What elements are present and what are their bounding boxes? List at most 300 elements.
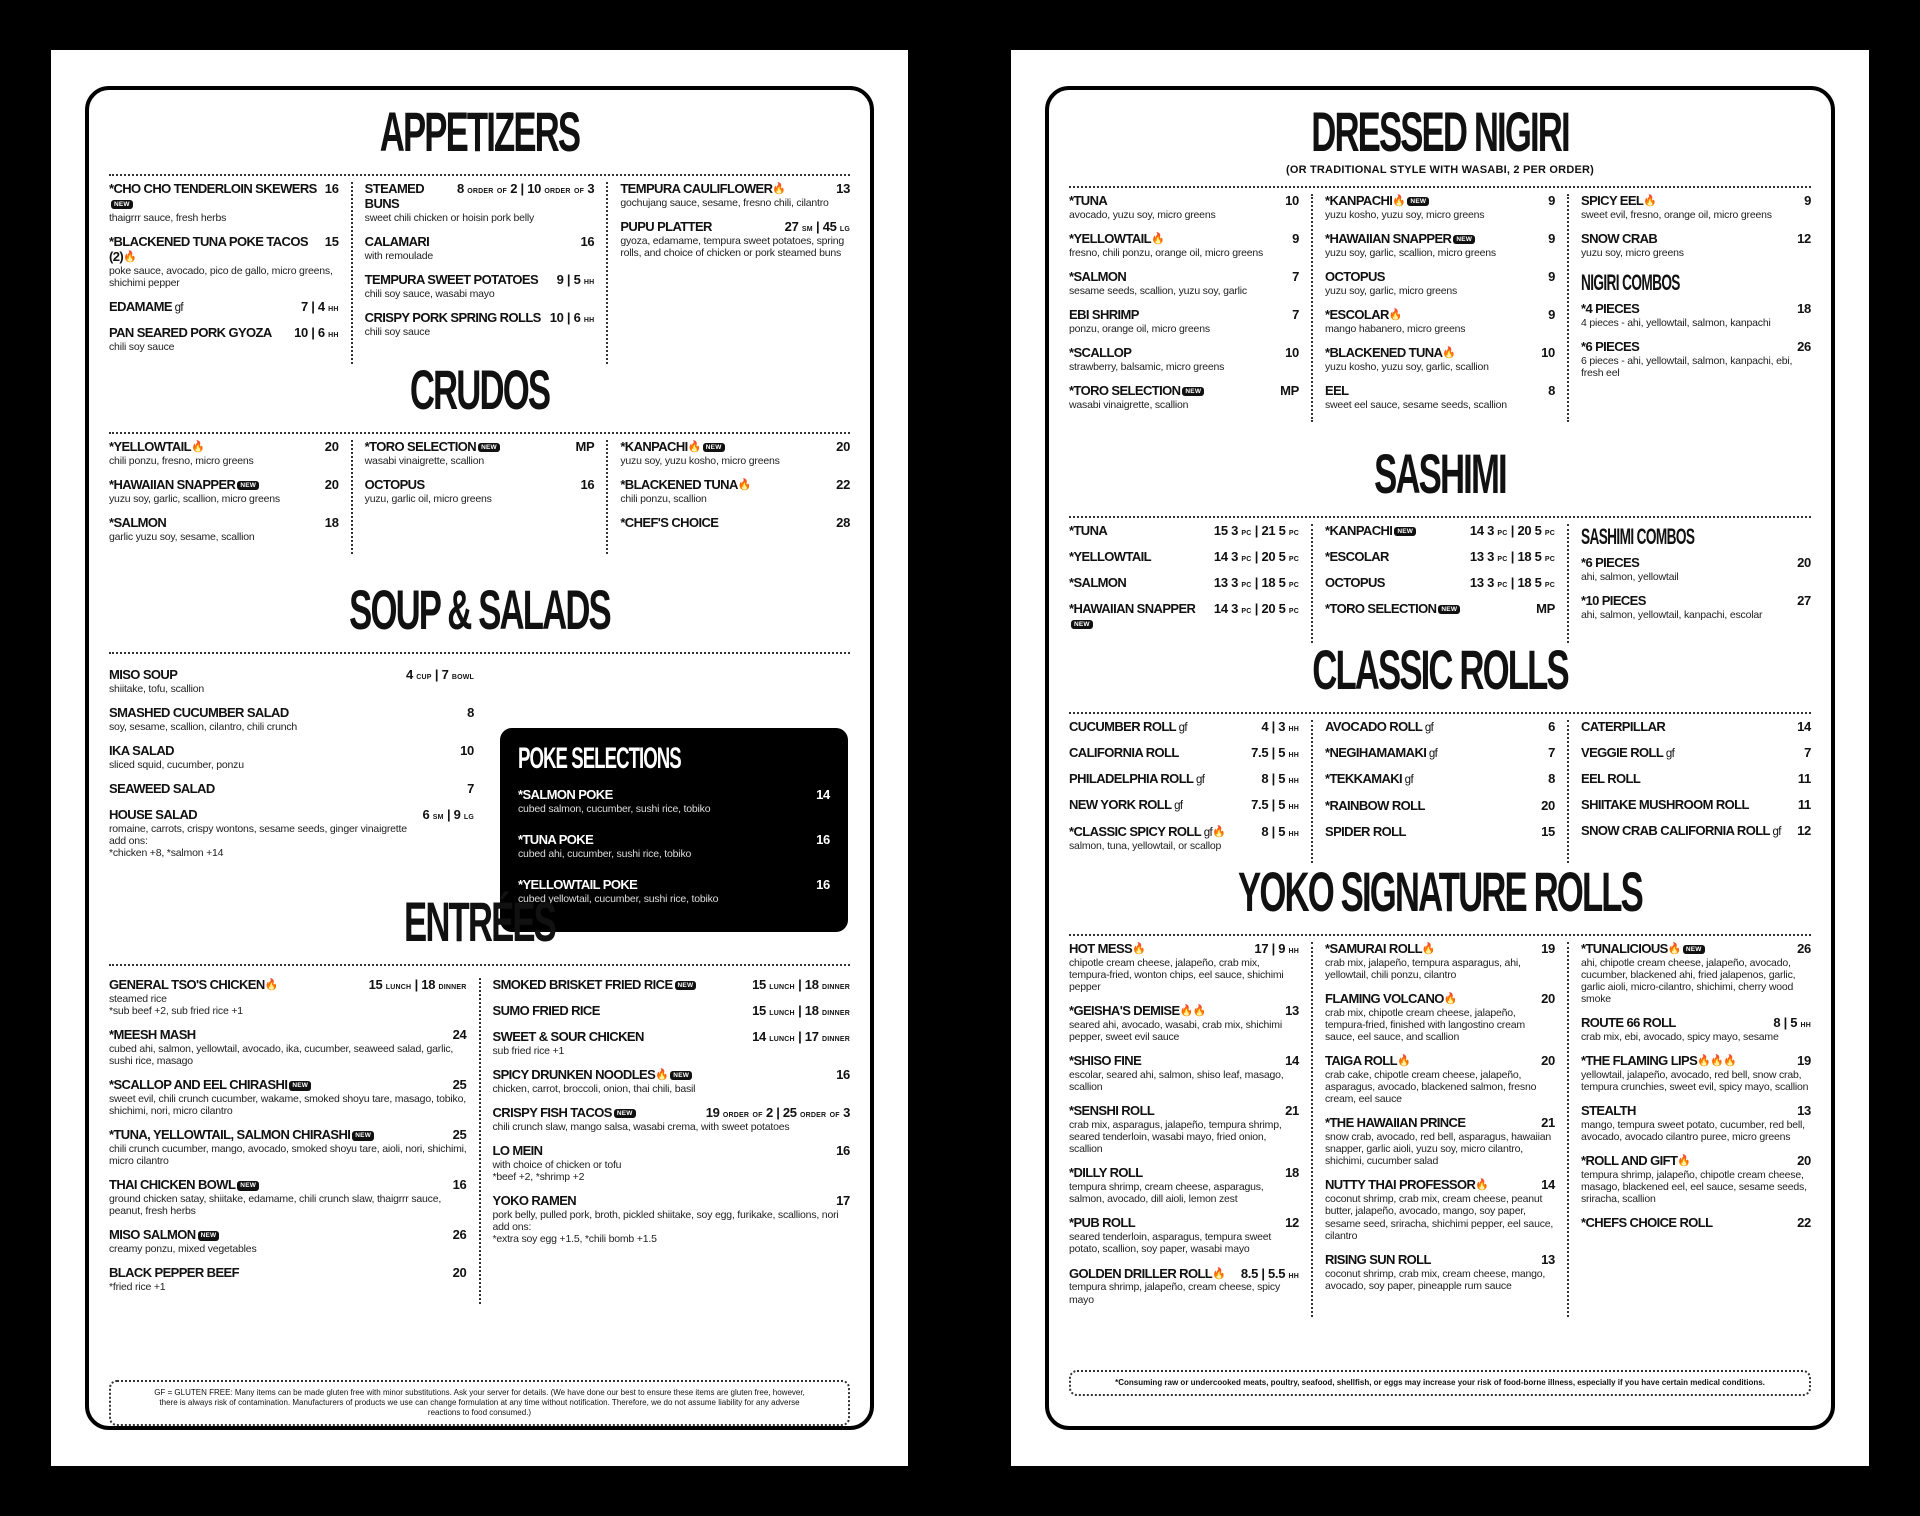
item-description: creamy ponzu, mixed vegetables bbox=[109, 1243, 257, 1256]
item-name: THAI CHICKEN BOWL NEW bbox=[109, 1178, 259, 1193]
menu-item bbox=[1325, 772, 1555, 787]
item-description: ground chicken satay, shiitake, edamame, chili crunch slaw, thaigrrr sauce, peanut, fresh herbs bbox=[109, 1193, 442, 1218]
item-price: MP bbox=[1536, 600, 1555, 616]
fire-icon: 🔥 bbox=[190, 441, 205, 453]
item-name: HOT MESS🔥 bbox=[1069, 941, 1146, 956]
item-description: steamed rice *sub beef +2, sub fried rice +1 bbox=[109, 992, 243, 1017]
item-price: 13 bbox=[1285, 1003, 1299, 1019]
item-name: *BLACKENED TUNA🔥 bbox=[1325, 345, 1456, 360]
menu-item bbox=[1069, 798, 1299, 813]
item-price: 24 bbox=[452, 1027, 467, 1043]
menu-item bbox=[1325, 942, 1555, 981]
item-name: *SALMON POKE bbox=[518, 787, 613, 802]
item-description: ahi, salmon, yellowtail bbox=[1581, 570, 1679, 583]
new-badge: NEW bbox=[352, 1131, 374, 1140]
item-price: 15 LUNCH | 18 DINNER bbox=[752, 977, 850, 992]
item-name: EEL bbox=[1325, 383, 1349, 398]
menu-item bbox=[1581, 556, 1811, 583]
item-name: SPICY EEL🔥 bbox=[1581, 193, 1657, 208]
item-price: 7.5 | 5 HH bbox=[1251, 797, 1299, 813]
item-name: SMASHED CUCUMBER SALAD bbox=[109, 705, 289, 720]
fire-icon: 🔥 bbox=[1667, 943, 1681, 955]
item-description: yuzu soy, garlic, micro greens bbox=[1325, 284, 1458, 297]
menu-item bbox=[1581, 942, 1811, 1005]
item-price: 15 LUNCH | 18 DINNER bbox=[752, 1002, 850, 1018]
menu-item bbox=[1325, 308, 1555, 335]
menu-item bbox=[1581, 594, 1811, 621]
item-description: mango, tempura sweet potato, cucumber, red bell, avocado, avocado cilantro puree, micro greens bbox=[1581, 1119, 1805, 1144]
poke-title: POKE SELECTIONS bbox=[518, 742, 681, 775]
item-name: *DILLY ROLL bbox=[1069, 1165, 1143, 1181]
new-badge: NEW bbox=[1394, 527, 1416, 536]
item-price: 20 bbox=[1541, 991, 1555, 1007]
item-name: *KANPACHI🔥 NEW bbox=[1325, 194, 1429, 209]
item-name: *TUNA POKE bbox=[518, 832, 594, 847]
item-name: TAIGA ROLL🔥 bbox=[1325, 1053, 1411, 1069]
item-price: 26 bbox=[1797, 941, 1811, 956]
item-description: 4 pieces - ahi, yellowtail, salmon, kanpachi bbox=[1581, 316, 1771, 329]
fire-icon: 🔥 bbox=[1212, 1267, 1226, 1280]
menu-column bbox=[1311, 720, 1567, 863]
item-name: *YELLOWTAIL🔥 bbox=[1069, 231, 1165, 246]
menu-item bbox=[1581, 1154, 1811, 1205]
item-description: sliced squid, cucumber, ponzu bbox=[109, 758, 244, 771]
menu-column bbox=[479, 978, 851, 1304]
menu-column bbox=[109, 978, 479, 1304]
menu-item bbox=[109, 235, 339, 289]
item-name: CALAMARI bbox=[364, 233, 430, 249]
item-name: STEALTH bbox=[1581, 1103, 1636, 1119]
menu-item bbox=[1069, 942, 1299, 993]
new-badge: NEW bbox=[1182, 387, 1204, 396]
item-price: 19 bbox=[1797, 1053, 1811, 1069]
item-price: 10 | 6 HH bbox=[549, 309, 595, 325]
item-price: 6 SM | 9 LG bbox=[422, 806, 474, 822]
item-description: coconut shrimp, crab mix, cream cheese, peanut butter, jalapeño, avocado, mango, soy paper, sesame seed, sriracha, shichimi pepper, eel sauce, cilantro bbox=[1325, 1193, 1554, 1242]
menu-item bbox=[1325, 992, 1555, 1043]
menu-item bbox=[620, 220, 850, 259]
menu-column bbox=[351, 182, 607, 364]
section-subtitle: (OR TRADITIONAL STYLE WITH WASABI, 2 PER ORDER) bbox=[1285, 164, 1595, 176]
menu-item bbox=[1069, 384, 1299, 411]
fire-icon: 🔥 bbox=[687, 441, 701, 453]
item-name: *6 PIECES bbox=[1581, 555, 1640, 570]
item-description: yellowtail, jalapeño, avocado, red bell, snow crab, tempura crunchies, sweet evil, spicy mayo, scallion bbox=[1581, 1069, 1809, 1094]
gluten-free-marker: gf bbox=[1402, 774, 1414, 787]
menu-item bbox=[109, 1228, 467, 1255]
item-name: *SALMON bbox=[1069, 269, 1127, 284]
item-name: *CLASSIC SPICY ROLL gf🔥 bbox=[1069, 823, 1226, 839]
gluten-free-marker: gf bbox=[1769, 826, 1781, 839]
sashimi-section bbox=[1069, 442, 1811, 643]
section-title: CRUDOS bbox=[409, 358, 550, 421]
new-badge: NEW bbox=[111, 200, 133, 209]
right-menu-frame bbox=[1045, 86, 1835, 1430]
item-price: 14 bbox=[1285, 1053, 1299, 1069]
item-description: ahi, chipotle cream cheese, jalapeño, avocado, cucumber, blackened ahi, fried jalapenos, garlic, garlic aioli, micro-cilantro, shichimi, cherry wood smoke bbox=[1581, 956, 1796, 1006]
item-price: 8 | 5 HH bbox=[1773, 1015, 1811, 1031]
item-price: 18 bbox=[1797, 301, 1811, 316]
menu-item bbox=[1069, 746, 1299, 761]
item-price: 18 bbox=[1285, 1165, 1299, 1181]
item-price: 14 3 PC | 20 5 PC bbox=[1213, 548, 1299, 564]
item-name: *YELLOWTAIL🔥 bbox=[109, 439, 205, 454]
item-price: 7 bbox=[1292, 269, 1299, 284]
new-badge: NEW bbox=[198, 1231, 220, 1240]
menu-column bbox=[1069, 720, 1311, 863]
menu-column bbox=[1069, 194, 1311, 422]
section-title: CLASSIC ROLLS bbox=[1312, 638, 1568, 701]
item-price: 14 bbox=[816, 787, 830, 802]
fire-icon: 🔥 bbox=[1397, 1055, 1411, 1068]
menu-item bbox=[518, 788, 830, 815]
item-price: 27 SM | 45 LG bbox=[784, 219, 851, 234]
item-name: *RAINBOW ROLL bbox=[1325, 797, 1425, 813]
menu-column bbox=[1567, 942, 1811, 1317]
fire-icon: 🔥 bbox=[1643, 195, 1657, 207]
item-price: 15 LUNCH | 18 DINNER bbox=[368, 977, 467, 992]
fire-icon: 🔥 bbox=[772, 183, 786, 195]
item-price: 19 bbox=[1541, 941, 1555, 956]
item-description: pork belly, pulled pork, broth, pickled shiitake, soy egg, furikake, scallions, nori add ons: *extra soy egg +1.5, *chili bomb +1.5 bbox=[492, 1208, 839, 1245]
item-price: 8 | 5 HH bbox=[1261, 823, 1299, 839]
menu-item bbox=[1069, 308, 1299, 335]
item-description: ahi, salmon, yellowtail, kanpachi, escolar bbox=[1581, 608, 1763, 621]
item-description: cubed yellowtail, cucumber, sushi rice, tobiko bbox=[518, 892, 719, 905]
item-name: MISO SALMON NEW bbox=[109, 1228, 219, 1243]
item-name: *TORO SELECTION NEW bbox=[1069, 384, 1204, 399]
item-price: 28 bbox=[836, 515, 851, 530]
item-name: *SCALLOP AND EEL CHIRASHI NEW bbox=[109, 1078, 311, 1093]
item-name: AVOCADO ROLL gf bbox=[1325, 719, 1434, 734]
item-description: chili soy sauce, wasabi mayo bbox=[364, 287, 495, 300]
item-price: 12 bbox=[1797, 823, 1811, 839]
fire-icon: 🔥 bbox=[1443, 993, 1457, 1006]
item-name: *KANPACHI🔥 NEW bbox=[620, 440, 724, 455]
menu-item bbox=[109, 326, 339, 353]
item-name: *TUNA bbox=[1069, 193, 1108, 208]
entrees-section bbox=[109, 890, 850, 1304]
fire-icon: 🔥 bbox=[737, 479, 751, 491]
item-name: EEL ROLL bbox=[1581, 771, 1641, 787]
item-price: 9 | 5 HH bbox=[556, 271, 595, 287]
item-price: 9 bbox=[1548, 193, 1555, 208]
menu-item bbox=[1069, 524, 1299, 539]
menu-column bbox=[1069, 524, 1311, 643]
item-price: 15 bbox=[324, 233, 339, 249]
item-description: chili ponzu, fresno, micro greens bbox=[109, 454, 254, 467]
fire-icon: 🔥🔥🔥 bbox=[1697, 1055, 1737, 1068]
fire-icon: 🔥 bbox=[1442, 347, 1456, 359]
item-description: snow crab, avocado, red bell, asparagus, hawaiian snapper, garlic aioli, yuzu soy, micro cilantro, shichimi, cucumber salad bbox=[1325, 1131, 1552, 1168]
item-description: avocado, yuzu soy, micro greens bbox=[1069, 208, 1216, 221]
fire-icon: 🔥 bbox=[655, 1068, 669, 1081]
new-badge: NEW bbox=[1453, 235, 1475, 244]
menu-item bbox=[109, 1078, 467, 1117]
item-price: 25 bbox=[452, 1127, 467, 1143]
item-description: strawberry, balsamic, micro greens bbox=[1069, 360, 1225, 373]
item-description: sub fried rice +1 bbox=[492, 1044, 565, 1057]
item-price: 8.5 | 5.5 HH bbox=[1240, 1265, 1299, 1281]
classic-rolls-section bbox=[1069, 638, 1811, 863]
item-price: 8 ORDER OF 2 | 10 ORDER OF 3 bbox=[457, 181, 595, 196]
item-price: 16 bbox=[836, 1066, 850, 1082]
item-price: 14 3 PC | 20 5 PC bbox=[1213, 600, 1299, 616]
menu-item bbox=[109, 808, 474, 859]
gluten-free-note: GF = GLUTEN FREE: Many items can be made gluten free with minor substitutions. Ask your server for details. (We have done our best to ensure these items are gluten free, however, there is always risk of contamination. Manufacturers of products we use can change formulation at any time without notification. Therefore, we do not assume liability for any adverse reactions to food consumed.) bbox=[109, 1380, 850, 1426]
section-title: SOUP & SALADS bbox=[349, 578, 610, 641]
menu-item bbox=[365, 440, 595, 467]
right-menu-page bbox=[1011, 50, 1869, 1466]
section-title: APPETIZERS bbox=[379, 100, 580, 163]
menu-item bbox=[1581, 1054, 1811, 1093]
item-description: gyoza, edamame, tempura sweet potatoes, spring rolls, and choice of chicken or pork steamed buns bbox=[620, 234, 845, 259]
item-description: ponzu, orange oil, micro greens bbox=[1069, 322, 1210, 335]
item-name: EBI SHRIMP bbox=[1069, 307, 1139, 322]
menu-item bbox=[1069, 772, 1299, 787]
item-name: *BLACKENED TUNA POKE TACOS (2)🔥 bbox=[109, 233, 308, 264]
menu-item bbox=[1325, 799, 1555, 814]
item-name: *TEKKAMAKI gf bbox=[1325, 771, 1414, 787]
item-price: 13 bbox=[836, 181, 851, 196]
item-price: 11 bbox=[1797, 797, 1811, 813]
menu-item bbox=[1069, 232, 1299, 259]
menu-item bbox=[1069, 720, 1299, 735]
menu-item bbox=[1581, 1216, 1811, 1231]
menu-item bbox=[1069, 576, 1299, 591]
item-description: yuzu kosho, yuzu soy, garlic, scallion bbox=[1325, 360, 1489, 373]
item-name: *4 PIECES bbox=[1581, 301, 1640, 316]
menu-item bbox=[1581, 824, 1811, 839]
menu-item bbox=[620, 440, 850, 467]
item-price: MP bbox=[1280, 383, 1299, 398]
item-description: chili crunch cucumber, mango, avocado, smoked shoyu tare, aioli, nori, shichimi, micro cilantro bbox=[109, 1143, 467, 1168]
menu-item bbox=[109, 706, 474, 733]
item-price: 11 bbox=[1797, 771, 1811, 787]
item-name: *CHEFS CHOICE ROLL bbox=[1581, 1215, 1713, 1231]
menu-item bbox=[365, 273, 595, 300]
item-name: *BLACKENED TUNA🔥 bbox=[620, 477, 751, 492]
item-price: 27 bbox=[1797, 593, 1811, 608]
menu-item bbox=[109, 516, 339, 543]
item-description: with choice of chicken or tofu *beef +2, *shrimp +2 bbox=[492, 1158, 622, 1183]
menu-item bbox=[1069, 550, 1299, 565]
crudos-section bbox=[109, 358, 850, 554]
item-price: 4 CUP | 7 BOWL bbox=[405, 667, 474, 682]
menu-item bbox=[1581, 772, 1811, 787]
item-name: TEMPURA CAULIFLOWER🔥 bbox=[620, 181, 786, 196]
new-badge: NEW bbox=[1407, 197, 1429, 206]
menu-item bbox=[1325, 270, 1555, 297]
item-price: 20 bbox=[324, 477, 339, 492]
combos-title: NIGIRI COMBOS bbox=[1581, 270, 1680, 295]
item-name: SWEET & SOUR CHICKEN bbox=[492, 1028, 644, 1044]
menu-item bbox=[109, 744, 474, 771]
item-price: 10 bbox=[1285, 193, 1299, 208]
item-name: *CHEF'S CHOICE bbox=[620, 515, 719, 530]
item-description: *fried rice +1 bbox=[109, 1281, 166, 1294]
item-name: *SENSHI ROLL bbox=[1069, 1103, 1155, 1119]
menu-item bbox=[1069, 1054, 1299, 1093]
appetizers-section bbox=[109, 100, 850, 364]
item-price: 9 bbox=[1548, 307, 1555, 322]
fire-icon: 🔥 bbox=[1212, 825, 1226, 838]
item-name: STEAMED BUNS bbox=[364, 181, 425, 211]
item-name: CRISPY PORK SPRING ROLLS bbox=[364, 309, 541, 325]
item-description: garlic yuzu soy, sesame, scallion bbox=[109, 530, 255, 543]
fire-icon: 🔥 bbox=[1421, 943, 1436, 955]
raw-food-warning: *Consuming raw or undercooked meats, poultry, seafood, shellfish, or eggs may increase your risk of food-borne illness, especially if you have certain medical conditions. bbox=[1069, 1370, 1811, 1396]
menu-item bbox=[1069, 1267, 1299, 1306]
menu-item bbox=[1581, 1104, 1811, 1143]
item-name: MISO SOUP bbox=[109, 667, 178, 682]
item-description: sweet chili chicken or hoisin pork belly bbox=[364, 211, 535, 224]
item-name: *HAWAIIAN SNAPPERNEW bbox=[1069, 600, 1196, 628]
menu-column bbox=[109, 440, 351, 554]
item-name: GOLDEN DRILLER ROLL🔥 bbox=[1069, 1265, 1226, 1281]
menu-item bbox=[620, 478, 850, 505]
item-name: *HAWAIIAN SNAPPER NEW bbox=[109, 478, 259, 493]
item-name: *TUNA, YELLOWTAIL, SALMON CHIRASHI NEW bbox=[109, 1128, 374, 1143]
item-description: yuzu soy, garlic, scallion, micro greens bbox=[1325, 246, 1496, 259]
item-price: 21 bbox=[1541, 1115, 1555, 1131]
item-price: 9 bbox=[1548, 231, 1555, 246]
item-name: CALIFORNIA ROLL bbox=[1069, 745, 1179, 761]
item-name: *10 PIECES bbox=[1581, 593, 1646, 608]
item-description: seared ahi, avocado, wasabi, crab mix, shichimi pepper, sweet evil sauce bbox=[1069, 1019, 1282, 1044]
item-name: *KANPACHI NEW bbox=[1325, 524, 1416, 539]
menu-item bbox=[493, 1030, 851, 1057]
item-price: 12 bbox=[1285, 1215, 1299, 1231]
menu-item bbox=[1325, 1054, 1555, 1105]
item-price: 15 bbox=[1541, 823, 1555, 839]
menu-item bbox=[493, 1106, 851, 1133]
gluten-free-marker: gf bbox=[1201, 826, 1213, 839]
section-title: ENTRÉES bbox=[404, 890, 555, 953]
item-price: 13 3 PC | 18 5 PC bbox=[1469, 574, 1555, 590]
item-description: crab mix, ebi, avocado, spicy mayo, sesame bbox=[1581, 1031, 1779, 1044]
item-name: YOKO RAMEN bbox=[492, 1192, 577, 1208]
item-name: HOUSE SALAD bbox=[109, 806, 198, 822]
item-price: 7 bbox=[1804, 744, 1811, 760]
menu-item bbox=[493, 1194, 851, 1245]
item-name: SMOKED BRISKET FRIED RICE NEW bbox=[493, 978, 697, 993]
menu-item bbox=[109, 1028, 467, 1067]
item-description: coconut shrimp, crab mix, cream cheese, mango, avocado, soy paper, pineapple rum sauce bbox=[1325, 1267, 1546, 1292]
item-name: *SHISO FINE bbox=[1069, 1053, 1142, 1069]
menu-item bbox=[1069, 194, 1299, 221]
item-description: seared tenderloin, asparagus, tempura sweet potato, scallion, soy paper, wasabi mayo bbox=[1069, 1231, 1272, 1256]
menu-item bbox=[493, 978, 851, 993]
item-name: OCTOPUS bbox=[1325, 269, 1385, 284]
menu-item bbox=[1581, 720, 1811, 735]
item-price: 17 bbox=[836, 1192, 850, 1208]
menu-item bbox=[109, 1266, 467, 1293]
item-price: 9 bbox=[1548, 269, 1555, 284]
new-badge: NEW bbox=[289, 1081, 311, 1090]
item-description: cubed salmon, cucumber, sushi rice, tobiko bbox=[518, 802, 711, 815]
item-name: SUMO FRIED RICE bbox=[492, 1002, 600, 1018]
menu-item bbox=[109, 978, 467, 1017]
item-description: chili ponzu, scallion bbox=[620, 492, 707, 505]
menu-item bbox=[1581, 340, 1811, 379]
item-price: 22 bbox=[836, 477, 851, 492]
item-price: 6 bbox=[1548, 719, 1555, 734]
gluten-free-marker: gf bbox=[1422, 722, 1434, 734]
menu-item bbox=[1325, 1178, 1555, 1241]
item-description: chili crunch slaw, mango salsa, wasabi crema, with sweet potatoes bbox=[492, 1120, 790, 1133]
menu-item bbox=[1325, 1253, 1555, 1292]
item-name: RISING SUN ROLL bbox=[1325, 1251, 1431, 1267]
item-description: soy, sesame, scallion, cilantro, chili crunch bbox=[109, 720, 298, 733]
menu-item bbox=[1069, 602, 1299, 632]
menu-column bbox=[1311, 524, 1567, 643]
item-price: 16 bbox=[816, 832, 830, 847]
menu-item bbox=[1069, 1104, 1299, 1155]
item-price: 4 | 3 HH bbox=[1261, 719, 1299, 734]
item-name: *MEESH MASH bbox=[109, 1027, 196, 1043]
item-name: OCTOPUS bbox=[364, 477, 425, 492]
item-description: gochujang sauce, sesame, fresno chili, cilantro bbox=[620, 196, 829, 209]
item-price: 20 bbox=[1797, 1153, 1811, 1169]
item-price: 19 ORDER OF 2 | 25 ORDER OF 3 bbox=[705, 1104, 850, 1120]
item-description: with remoulade bbox=[364, 249, 434, 262]
new-badge: NEW bbox=[237, 481, 259, 490]
section-title: SASHIMI bbox=[1374, 442, 1506, 505]
item-description: yuzu kosho, yuzu soy, micro greens bbox=[1325, 208, 1485, 221]
item-description: tempura shrimp, jalapeño, cream cheese, spicy mayo bbox=[1069, 1281, 1281, 1306]
new-badge: NEW bbox=[478, 443, 500, 452]
nigiri-section bbox=[1069, 100, 1811, 422]
item-name: *YELLOWTAIL POKE bbox=[518, 877, 638, 892]
item-price: 21 bbox=[1285, 1103, 1299, 1119]
new-badge: NEW bbox=[1683, 945, 1705, 954]
item-name: PHILADELPHIA ROLL gf bbox=[1069, 771, 1205, 787]
item-name: OCTOPUS bbox=[1325, 574, 1385, 590]
item-description: crab cake, chipotle cream cheese, jalapeño, asparagus, avocado, blackened salmon, fresno cream, eel sauce bbox=[1325, 1069, 1537, 1106]
item-description: sweet evil, fresno, orange oil, micro greens bbox=[1581, 208, 1772, 221]
item-description: thaigrrr sauce, fresh herbs bbox=[109, 211, 227, 224]
item-description: crab mix, asparagus, jalapeño, tempura shrimp, seared tenderloin, wasabi mayo, fried onion, scallion bbox=[1069, 1119, 1282, 1156]
item-description: salmon, tuna, yellowtail, or scallop bbox=[1069, 839, 1222, 852]
item-name: *TORO SELECTION NEW bbox=[1325, 602, 1460, 617]
item-name: BLACK PEPPER BEEF bbox=[109, 1265, 239, 1281]
item-price: 14 bbox=[1541, 1177, 1555, 1193]
item-name: *TUNA bbox=[1069, 523, 1108, 538]
menu-item bbox=[109, 1178, 467, 1217]
item-price: 10 bbox=[460, 743, 474, 758]
new-badge: NEW bbox=[237, 1181, 259, 1190]
menu-column bbox=[351, 440, 607, 554]
item-name: *CHO CHO TENDERLOIN SKEWERSNEW bbox=[109, 181, 317, 208]
item-price: 10 | 6 HH bbox=[294, 325, 339, 341]
item-description: yuzu soy, micro greens bbox=[1581, 246, 1684, 259]
item-name: SPIDER ROLL bbox=[1325, 823, 1406, 839]
menu-item bbox=[1581, 232, 1811, 259]
item-price: 14 bbox=[1797, 719, 1811, 734]
menu-item bbox=[1325, 232, 1555, 259]
combos-title: SASHIMI COMBOS bbox=[1581, 524, 1695, 549]
fire-icon: 🔥 bbox=[1150, 233, 1165, 245]
item-price: 16 bbox=[324, 181, 339, 196]
fire-icon: 🔥🔥 bbox=[1179, 1005, 1206, 1018]
gluten-free-marker: gf bbox=[1176, 722, 1188, 734]
item-description: chipotle cream cheese, jalapeño, crab mix, tempura-fried, wonton chips, eel sauce, shichimi pepper bbox=[1069, 956, 1284, 994]
menu-item bbox=[1069, 825, 1299, 852]
menu-item bbox=[1325, 346, 1555, 373]
menu-item bbox=[1581, 302, 1811, 329]
new-badge: NEW bbox=[1071, 620, 1093, 629]
